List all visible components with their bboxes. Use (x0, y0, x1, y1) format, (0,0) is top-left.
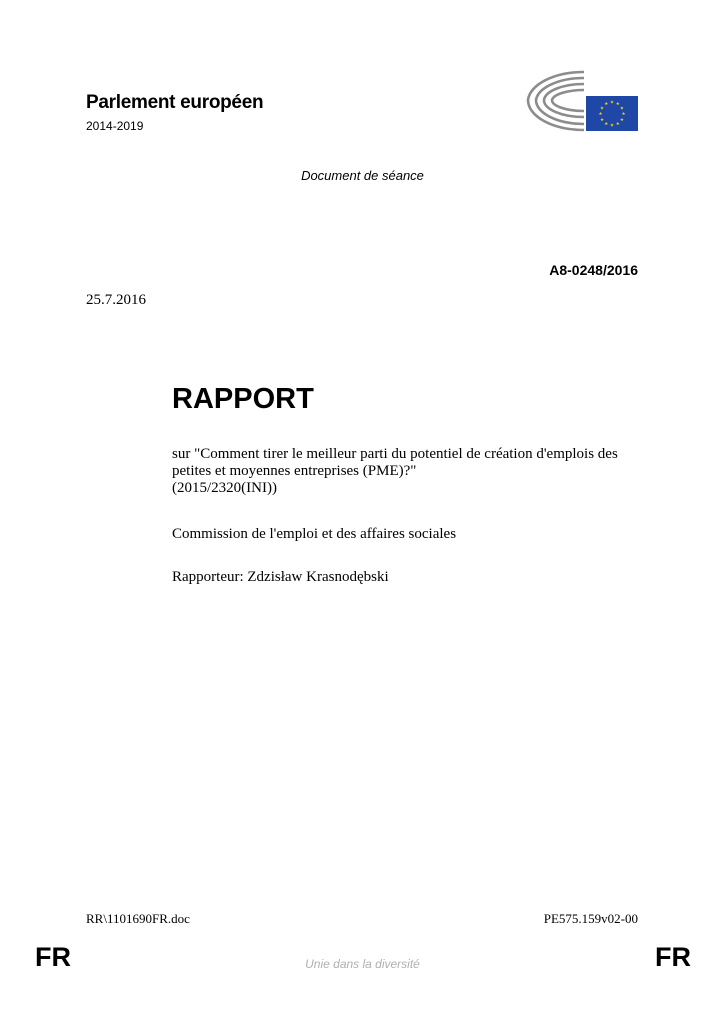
parliamentary-term: 2014-2019 (86, 119, 144, 133)
report-subject: sur "Comment tirer le meilleur parti du potentiel de création d'emplois des petites et moyennes entreprises (PME)?" (172, 446, 618, 479)
document-type: Document de séance (301, 168, 424, 183)
report-title: RAPPORT (172, 383, 314, 415)
footer-file-reference: RR\1101690FR.doc (86, 911, 190, 926)
flag-star-icon: ★ (619, 117, 624, 123)
language-code-left: FR (35, 942, 71, 972)
footer-pe-number: PE575.159v02-00 (543, 911, 638, 926)
flag-star-icon: ★ (619, 106, 624, 112)
procedure-number: (2015/2320(INI)) (172, 480, 277, 496)
flag-star-icon: ★ (621, 112, 626, 118)
flag-star-icon: ★ (600, 106, 605, 112)
language-code-right: FR (655, 942, 691, 972)
flag-star-icon: ★ (604, 102, 609, 108)
committee-name: Commission de l'emploi et des affaires sociales (172, 526, 457, 542)
document-reference: A8-0248/2016 (549, 262, 638, 278)
rapporteur: Rapporteur: Zdzisław Krasnodębski (172, 569, 389, 585)
flag-star-icon: ★ (615, 102, 620, 108)
flag-star-icon: ★ (604, 122, 609, 128)
flag-star-icon: ★ (609, 123, 615, 129)
european-parliament-logo-icon (524, 66, 640, 134)
eu-motto: Unie dans la diversité (305, 957, 420, 971)
document-date: 25.7.2016 (86, 292, 146, 308)
flag-star-icon: ★ (600, 117, 605, 123)
organization-name: Parlement européen (86, 92, 264, 113)
flag-star-icon: ★ (609, 100, 615, 106)
flag-star-icon: ★ (598, 112, 603, 118)
flag-star-icon: ★ (615, 122, 620, 128)
